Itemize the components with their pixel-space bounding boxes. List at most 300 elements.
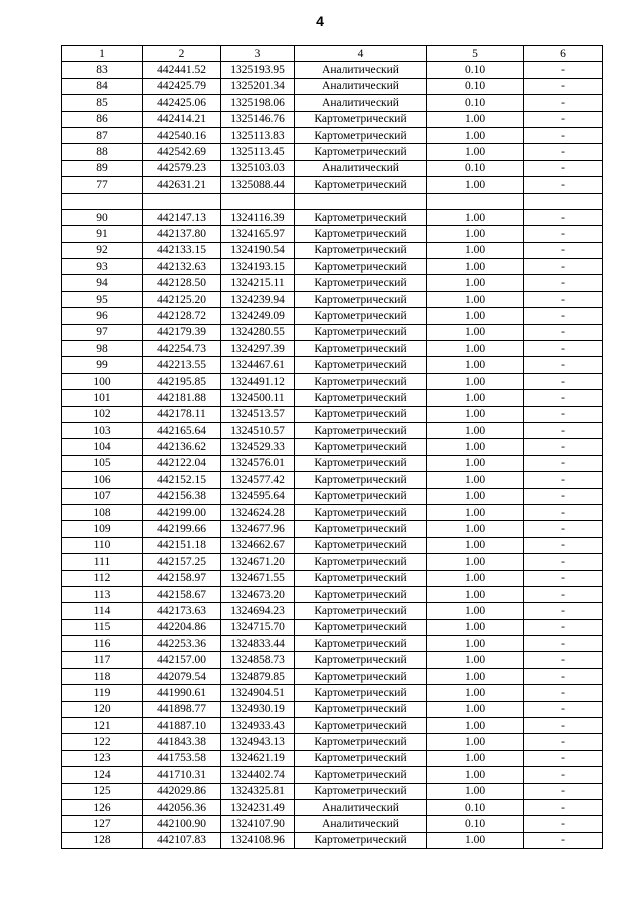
header-cell: 6 xyxy=(524,46,603,62)
table-row xyxy=(62,341,603,357)
x-coordinate-cell: 442158.97 xyxy=(143,570,221,586)
accuracy-cell: 1.00 xyxy=(427,373,524,389)
note-cell: - xyxy=(524,783,603,799)
method-cell: Картометрический xyxy=(295,226,427,242)
table-row xyxy=(62,455,603,471)
header-cell: 2 xyxy=(143,46,221,62)
table-row xyxy=(62,160,603,176)
accuracy-cell: 1.00 xyxy=(427,750,524,766)
y-coordinate-cell: 1324280.55 xyxy=(221,324,295,340)
x-coordinate-cell: 442179.39 xyxy=(143,324,221,340)
table-row xyxy=(62,406,603,422)
method-cell: Картометрический xyxy=(295,357,427,373)
note-cell: - xyxy=(524,586,603,602)
y-coordinate-cell: 1324116.39 xyxy=(221,209,295,225)
x-coordinate-cell: 442128.72 xyxy=(143,308,221,324)
method-cell: Картометрический xyxy=(295,341,427,357)
method-cell: Картометрический xyxy=(295,750,427,766)
table-row xyxy=(62,95,603,111)
x-coordinate-cell: 442157.00 xyxy=(143,652,221,668)
table-row xyxy=(62,324,603,340)
y-coordinate-cell: 1325198.06 xyxy=(221,95,295,111)
accuracy-cell: 1.00 xyxy=(427,242,524,258)
x-coordinate-cell: 442107.83 xyxy=(143,832,221,848)
table-row xyxy=(62,226,603,242)
x-coordinate-cell: 442540.16 xyxy=(143,127,221,143)
point-number-cell: 119 xyxy=(62,685,143,701)
x-coordinate-cell: 442178.11 xyxy=(143,406,221,422)
point-number-cell: 109 xyxy=(62,521,143,537)
point-number-cell: 113 xyxy=(62,586,143,602)
x-coordinate-cell: 442136.62 xyxy=(143,439,221,455)
accuracy-cell: 1.00 xyxy=(427,472,524,488)
note-cell: - xyxy=(524,799,603,815)
point-number-cell: 106 xyxy=(62,472,143,488)
method-cell: Аналитический xyxy=(295,160,427,176)
accuracy-cell: 1.00 xyxy=(427,586,524,602)
accuracy-cell: 1.00 xyxy=(427,652,524,668)
y-coordinate-cell: 1324671.55 xyxy=(221,570,295,586)
note-cell: - xyxy=(524,357,603,373)
x-coordinate-cell: 442441.52 xyxy=(143,62,221,78)
note-cell: - xyxy=(524,177,603,193)
point-number-cell: 102 xyxy=(62,406,143,422)
method-cell: Картометрический xyxy=(295,308,427,324)
method-cell: Картометрический xyxy=(295,390,427,406)
accuracy-cell: 1.00 xyxy=(427,439,524,455)
method-cell: Картометрический xyxy=(295,685,427,701)
method-cell: Картометрический xyxy=(295,324,427,340)
point-number-cell: 99 xyxy=(62,357,143,373)
point-number-cell: 118 xyxy=(62,668,143,684)
method-cell: Картометрический xyxy=(295,537,427,553)
x-coordinate-cell: 441898.77 xyxy=(143,701,221,717)
accuracy-cell: 0.10 xyxy=(427,799,524,815)
x-coordinate-cell: 442100.90 xyxy=(143,816,221,832)
method-cell: Картометрический xyxy=(295,668,427,684)
y-coordinate-cell xyxy=(221,193,295,209)
x-coordinate-cell: 442425.06 xyxy=(143,95,221,111)
coordinates-table xyxy=(61,45,603,849)
accuracy-cell: 1.00 xyxy=(427,422,524,438)
y-coordinate-cell: 1324833.44 xyxy=(221,636,295,652)
y-coordinate-cell: 1325113.45 xyxy=(221,144,295,160)
table-row xyxy=(62,111,603,127)
table-row xyxy=(62,308,603,324)
note-cell: - xyxy=(524,685,603,701)
y-coordinate-cell: 1324576.01 xyxy=(221,455,295,471)
point-number-cell: 86 xyxy=(62,111,143,127)
note-cell: - xyxy=(524,308,603,324)
table-row xyxy=(62,127,603,143)
table-row xyxy=(62,799,603,815)
accuracy-cell: 1.00 xyxy=(427,390,524,406)
y-coordinate-cell: 1324107.90 xyxy=(221,816,295,832)
point-number-cell: 85 xyxy=(62,95,143,111)
y-coordinate-cell: 1325201.34 xyxy=(221,78,295,94)
method-cell: Аналитический xyxy=(295,95,427,111)
table-row xyxy=(62,767,603,783)
point-number-cell: 110 xyxy=(62,537,143,553)
point-number-cell: 94 xyxy=(62,275,143,291)
method-cell: Картометрический xyxy=(295,472,427,488)
point-number-cell: 122 xyxy=(62,734,143,750)
x-coordinate-cell: 442128.50 xyxy=(143,275,221,291)
note-cell: - xyxy=(524,570,603,586)
method-cell: Картометрический xyxy=(295,701,427,717)
note-cell: - xyxy=(524,767,603,783)
table-row xyxy=(62,685,603,701)
accuracy-cell: 1.00 xyxy=(427,144,524,160)
y-coordinate-cell: 1324249.09 xyxy=(221,308,295,324)
table-row xyxy=(62,668,603,684)
point-number-cell: 115 xyxy=(62,619,143,635)
accuracy-cell xyxy=(427,193,524,209)
note-cell: - xyxy=(524,537,603,553)
table-row xyxy=(62,718,603,734)
x-coordinate-cell: 442425.79 xyxy=(143,78,221,94)
table-row xyxy=(62,193,603,209)
note-cell: - xyxy=(524,226,603,242)
x-coordinate-cell: 442173.63 xyxy=(143,603,221,619)
method-cell: Картометрический xyxy=(295,259,427,275)
table-row xyxy=(62,619,603,635)
note-cell: - xyxy=(524,78,603,94)
y-coordinate-cell: 1324624.28 xyxy=(221,504,295,520)
method-cell: Картометрический xyxy=(295,406,427,422)
note-cell: - xyxy=(524,718,603,734)
method-cell: Картометрический xyxy=(295,767,427,783)
accuracy-cell: 1.00 xyxy=(427,259,524,275)
header-cell: 1 xyxy=(62,46,143,62)
method-cell: Картометрический xyxy=(295,422,427,438)
point-number-cell: 98 xyxy=(62,341,143,357)
y-coordinate-cell: 1324715.70 xyxy=(221,619,295,635)
point-number-cell: 124 xyxy=(62,767,143,783)
method-cell: Аналитический xyxy=(295,78,427,94)
accuracy-cell: 0.10 xyxy=(427,95,524,111)
table-row xyxy=(62,586,603,602)
method-cell: Картометрический xyxy=(295,455,427,471)
y-coordinate-cell: 1325113.83 xyxy=(221,127,295,143)
y-coordinate-cell: 1325193.95 xyxy=(221,62,295,78)
y-coordinate-cell: 1324933.43 xyxy=(221,718,295,734)
point-number-cell: 91 xyxy=(62,226,143,242)
y-coordinate-cell: 1324231.49 xyxy=(221,799,295,815)
accuracy-cell: 1.00 xyxy=(427,455,524,471)
point-number-cell: 90 xyxy=(62,209,143,225)
x-coordinate-cell: 442137.80 xyxy=(143,226,221,242)
method-cell: Картометрический xyxy=(295,373,427,389)
x-coordinate-cell: 442122.04 xyxy=(143,455,221,471)
point-number-cell: 77 xyxy=(62,177,143,193)
accuracy-cell: 1.00 xyxy=(427,406,524,422)
method-cell: Картометрический xyxy=(295,652,427,668)
y-coordinate-cell: 1324694.23 xyxy=(221,603,295,619)
accuracy-cell: 0.10 xyxy=(427,78,524,94)
method-cell: Картометрический xyxy=(295,439,427,455)
method-cell: Картометрический xyxy=(295,144,427,160)
method-cell: Картометрический xyxy=(295,504,427,520)
note-cell: - xyxy=(524,291,603,307)
x-coordinate-cell: 442029.86 xyxy=(143,783,221,799)
accuracy-cell: 1.00 xyxy=(427,636,524,652)
point-number-cell: 87 xyxy=(62,127,143,143)
note-cell: - xyxy=(524,209,603,225)
accuracy-cell: 1.00 xyxy=(427,537,524,553)
accuracy-cell: 1.00 xyxy=(427,308,524,324)
point-number-cell: 100 xyxy=(62,373,143,389)
y-coordinate-cell: 1324513.57 xyxy=(221,406,295,422)
point-number-cell: 89 xyxy=(62,160,143,176)
note-cell: - xyxy=(524,406,603,422)
note-cell: - xyxy=(524,504,603,520)
y-coordinate-cell: 1324621.19 xyxy=(221,750,295,766)
accuracy-cell: 1.00 xyxy=(427,668,524,684)
note-cell: - xyxy=(524,127,603,143)
point-number-cell xyxy=(62,193,143,209)
note-cell: - xyxy=(524,422,603,438)
point-number-cell: 107 xyxy=(62,488,143,504)
x-coordinate-cell: 441710.31 xyxy=(143,767,221,783)
y-coordinate-cell: 1324297.39 xyxy=(221,341,295,357)
accuracy-cell: 1.00 xyxy=(427,832,524,848)
point-number-cell: 117 xyxy=(62,652,143,668)
x-coordinate-cell: 442133.15 xyxy=(143,242,221,258)
note-cell: - xyxy=(524,668,603,684)
table-row xyxy=(62,554,603,570)
table-row xyxy=(62,78,603,94)
point-number-cell: 92 xyxy=(62,242,143,258)
x-coordinate-cell: 442147.13 xyxy=(143,209,221,225)
note-cell: - xyxy=(524,472,603,488)
note-cell: - xyxy=(524,373,603,389)
x-coordinate-cell: 441753.58 xyxy=(143,750,221,766)
accuracy-cell: 1.00 xyxy=(427,767,524,783)
accuracy-cell: 1.00 xyxy=(427,570,524,586)
point-number-cell: 105 xyxy=(62,455,143,471)
table-row xyxy=(62,373,603,389)
point-number-cell: 97 xyxy=(62,324,143,340)
y-coordinate-cell: 1324662.67 xyxy=(221,537,295,553)
note-cell: - xyxy=(524,144,603,160)
method-cell: Картометрический xyxy=(295,570,427,586)
note-cell: - xyxy=(524,750,603,766)
accuracy-cell: 1.00 xyxy=(427,177,524,193)
accuracy-cell: 1.00 xyxy=(427,226,524,242)
point-number-cell: 121 xyxy=(62,718,143,734)
y-coordinate-cell: 1324165.97 xyxy=(221,226,295,242)
table-row xyxy=(62,783,603,799)
table-row xyxy=(62,439,603,455)
x-coordinate-cell: 442253.36 xyxy=(143,636,221,652)
method-cell: Аналитический xyxy=(295,799,427,815)
y-coordinate-cell: 1324190.54 xyxy=(221,242,295,258)
method-cell: Картометрический xyxy=(295,636,427,652)
accuracy-cell: 1.00 xyxy=(427,701,524,717)
method-cell: Картометрический xyxy=(295,586,427,602)
accuracy-cell: 1.00 xyxy=(427,111,524,127)
table-header xyxy=(62,46,603,62)
note-cell: - xyxy=(524,324,603,340)
point-number-cell: 116 xyxy=(62,636,143,652)
note-cell xyxy=(524,193,603,209)
table-row xyxy=(62,144,603,160)
accuracy-cell: 1.00 xyxy=(427,783,524,799)
x-coordinate-cell xyxy=(143,193,221,209)
x-coordinate-cell: 442213.55 xyxy=(143,357,221,373)
note-cell: - xyxy=(524,62,603,78)
table-row xyxy=(62,504,603,520)
accuracy-cell: 1.00 xyxy=(427,619,524,635)
note-cell: - xyxy=(524,242,603,258)
x-coordinate-cell: 442152.15 xyxy=(143,472,221,488)
y-coordinate-cell: 1324943.13 xyxy=(221,734,295,750)
table-row xyxy=(62,750,603,766)
y-coordinate-cell: 1324491.12 xyxy=(221,373,295,389)
x-coordinate-cell: 442199.00 xyxy=(143,504,221,520)
header-cell: 5 xyxy=(427,46,524,62)
table-row xyxy=(62,537,603,553)
page-number: 4 xyxy=(316,13,324,29)
method-cell: Аналитический xyxy=(295,62,427,78)
method-cell: Картометрический xyxy=(295,554,427,570)
x-coordinate-cell: 442181.88 xyxy=(143,390,221,406)
note-cell: - xyxy=(524,816,603,832)
x-coordinate-cell: 442132.63 xyxy=(143,259,221,275)
method-cell: Картометрический xyxy=(295,177,427,193)
point-number-cell: 96 xyxy=(62,308,143,324)
table-row xyxy=(62,259,603,275)
y-coordinate-cell: 1324325.81 xyxy=(221,783,295,799)
point-number-cell: 84 xyxy=(62,78,143,94)
x-coordinate-cell: 442414.21 xyxy=(143,111,221,127)
point-number-cell: 95 xyxy=(62,291,143,307)
y-coordinate-cell: 1324500.11 xyxy=(221,390,295,406)
method-cell: Картометрический xyxy=(295,783,427,799)
accuracy-cell: 1.00 xyxy=(427,685,524,701)
point-number-cell: 120 xyxy=(62,701,143,717)
x-coordinate-cell: 442079.54 xyxy=(143,668,221,684)
y-coordinate-cell: 1324215.11 xyxy=(221,275,295,291)
x-coordinate-cell: 442579.23 xyxy=(143,160,221,176)
method-cell: Картометрический xyxy=(295,291,427,307)
note-cell: - xyxy=(524,455,603,471)
accuracy-cell: 1.00 xyxy=(427,734,524,750)
accuracy-cell: 1.00 xyxy=(427,209,524,225)
x-coordinate-cell: 442631.21 xyxy=(143,177,221,193)
header-cell: 4 xyxy=(295,46,427,62)
y-coordinate-cell: 1324529.33 xyxy=(221,439,295,455)
point-number-cell: 88 xyxy=(62,144,143,160)
note-cell: - xyxy=(524,275,603,291)
accuracy-cell: 1.00 xyxy=(427,127,524,143)
note-cell: - xyxy=(524,95,603,111)
table-row xyxy=(62,636,603,652)
method-cell xyxy=(295,193,427,209)
accuracy-cell: 0.10 xyxy=(427,160,524,176)
method-cell: Картометрический xyxy=(295,488,427,504)
y-coordinate-cell: 1324193.15 xyxy=(221,259,295,275)
x-coordinate-cell: 442158.67 xyxy=(143,586,221,602)
accuracy-cell: 1.00 xyxy=(427,357,524,373)
method-cell: Картометрический xyxy=(295,718,427,734)
y-coordinate-cell: 1324577.42 xyxy=(221,472,295,488)
y-coordinate-cell: 1325088.44 xyxy=(221,177,295,193)
method-cell: Картометрический xyxy=(295,242,427,258)
x-coordinate-cell: 442254.73 xyxy=(143,341,221,357)
table-row xyxy=(62,390,603,406)
y-coordinate-cell: 1324510.57 xyxy=(221,422,295,438)
y-coordinate-cell: 1324108.96 xyxy=(221,832,295,848)
x-coordinate-cell: 442157.25 xyxy=(143,554,221,570)
accuracy-cell: 1.00 xyxy=(427,603,524,619)
note-cell: - xyxy=(524,832,603,848)
x-coordinate-cell: 441843.38 xyxy=(143,734,221,750)
x-coordinate-cell: 442204.86 xyxy=(143,619,221,635)
note-cell: - xyxy=(524,619,603,635)
point-number-cell: 112 xyxy=(62,570,143,586)
accuracy-cell: 1.00 xyxy=(427,554,524,570)
point-number-cell: 93 xyxy=(62,259,143,275)
y-coordinate-cell: 1324879.85 xyxy=(221,668,295,684)
table-row xyxy=(62,62,603,78)
y-coordinate-cell: 1324595.64 xyxy=(221,488,295,504)
note-cell: - xyxy=(524,701,603,717)
table-row xyxy=(62,816,603,832)
method-cell: Картометрический xyxy=(295,734,427,750)
note-cell: - xyxy=(524,636,603,652)
point-number-cell: 104 xyxy=(62,439,143,455)
accuracy-cell: 0.10 xyxy=(427,816,524,832)
point-number-cell: 83 xyxy=(62,62,143,78)
note-cell: - xyxy=(524,160,603,176)
point-number-cell: 111 xyxy=(62,554,143,570)
note-cell: - xyxy=(524,652,603,668)
table-row xyxy=(62,177,603,193)
table-row xyxy=(62,832,603,848)
note-cell: - xyxy=(524,341,603,357)
table-row xyxy=(62,652,603,668)
table-body xyxy=(62,62,603,849)
point-number-cell: 125 xyxy=(62,783,143,799)
y-coordinate-cell: 1324239.94 xyxy=(221,291,295,307)
table-row xyxy=(62,291,603,307)
accuracy-cell: 1.00 xyxy=(427,488,524,504)
point-number-cell: 108 xyxy=(62,504,143,520)
method-cell: Картометрический xyxy=(295,521,427,537)
y-coordinate-cell: 1324858.73 xyxy=(221,652,295,668)
method-cell: Картометрический xyxy=(295,209,427,225)
point-number-cell: 126 xyxy=(62,799,143,815)
note-cell: - xyxy=(524,111,603,127)
point-number-cell: 114 xyxy=(62,603,143,619)
x-coordinate-cell: 442156.38 xyxy=(143,488,221,504)
note-cell: - xyxy=(524,521,603,537)
header-row xyxy=(62,46,603,62)
header-cell: 3 xyxy=(221,46,295,62)
point-number-cell: 123 xyxy=(62,750,143,766)
table-row xyxy=(62,603,603,619)
table-row xyxy=(62,521,603,537)
table-row xyxy=(62,209,603,225)
y-coordinate-cell: 1324930.19 xyxy=(221,701,295,717)
note-cell: - xyxy=(524,390,603,406)
y-coordinate-cell: 1324467.61 xyxy=(221,357,295,373)
method-cell: Картометрический xyxy=(295,619,427,635)
table-row xyxy=(62,701,603,717)
point-number-cell: 103 xyxy=(62,422,143,438)
